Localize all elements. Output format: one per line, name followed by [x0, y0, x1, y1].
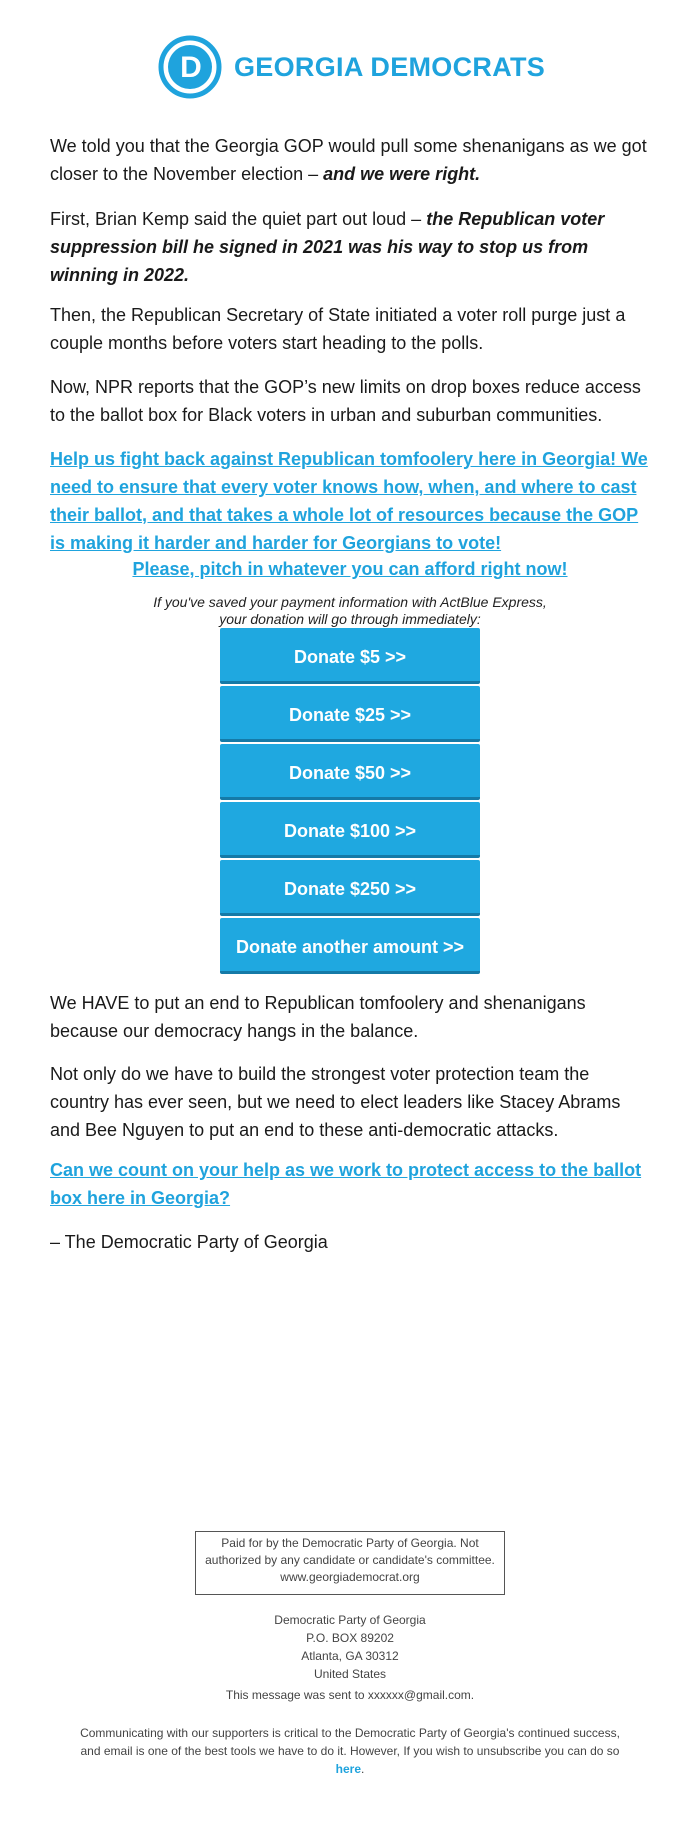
header — [0, 30, 700, 110]
unsubscribe-text: Communicating with our supporters is critical to the Democratic Party of Georgia's continued success, and email is one of the best tools we have to do it. However, If you wish to unsubscribe you can do so — [80, 1726, 620, 1758]
paragraph-kemp — [50, 205, 650, 289]
intro-emphasis: and we were right. — [323, 164, 481, 184]
paragraph-have-to: We HAVE to put an end to Republican tomfoolery and shenanigans because our democracy hangs in the balance. — [50, 993, 586, 1041]
sent-to-email: xxxxxx@gmail.com. — [367, 1688, 475, 1702]
brand-name: GEORGIA DEMOCRATS — [234, 52, 546, 82]
pitch-in-link-paragraph — [50, 555, 650, 583]
actblue-note-line2: your donation will go through immediately: — [219, 611, 481, 627]
unsubscribe-end: . — [361, 1762, 365, 1776]
paid-for-disclaimer — [195, 1531, 505, 1595]
actblue-note — [50, 594, 650, 628]
count-on-you-link-paragraph — [50, 1156, 650, 1212]
paragraph-npr: Now, NPR reports that the GOP’s new limits on drop boxes reduce access to the ballot box for Black voters in urban and suburban communities. — [50, 377, 641, 425]
fight-back-link-paragraph — [50, 445, 650, 557]
address-name: Democratic Party of Georgia — [274, 1613, 426, 1627]
logo-letter: D — [180, 51, 202, 84]
donate-other-amount-button[interactable]: Donate another amount >> — [220, 918, 480, 974]
address-po-box: P.O. BOX 89202 — [306, 1631, 394, 1645]
paid-line-2: authorized by any candidate or candidate's committee. — [205, 1553, 495, 1567]
address-country: United States — [313, 1667, 387, 1681]
paid-line-1: Paid for by the Democratic Party of Georgia. Not — [221, 1536, 479, 1550]
unsubscribe-notice — [80, 1724, 620, 1778]
kemp-emphasis: the Republican voter suppression bill he signed in 2021 was his way to stop us from winning in 2022. — [50, 209, 605, 285]
donate-50-button[interactable]: Donate $50 >> — [220, 744, 480, 800]
georgia-democrats-logo[interactable] — [158, 35, 222, 99]
sent-to-notice — [50, 1686, 650, 1704]
signature: – The Democratic Party of Georgia — [50, 1232, 328, 1252]
paragraph-voter-protection: Not only do we have to build the strongest voter protection team the country has ever seen, but we need to elect leaders like Stacey Abrams and Bee Nguyen to put an end to these anti-democratic attacks. — [50, 1064, 621, 1140]
donate-250-button[interactable]: Donate $250 >> — [220, 860, 480, 916]
kemp-text: First, Brian Kemp said the quiet part out loud – — [50, 209, 427, 229]
paid-line-3: www.georgiademocrat.org — [280, 1570, 420, 1584]
intro-text: We told you that the Georgia GOP would pull some shenanigans as we got closer to the November election – — [50, 136, 647, 184]
sent-to-prefix: This message was sent to — [225, 1688, 368, 1702]
donate-25-button[interactable]: Donate $25 >> — [220, 686, 480, 742]
paragraph-roll-purge: Then, the Republican Secretary of State initiated a voter roll purge just a couple months before voters start heading to the polls. — [50, 305, 626, 353]
donate-100-button[interactable]: Donate $100 >> — [220, 802, 480, 858]
address-city: Atlanta, GA 30312 — [301, 1649, 399, 1663]
count-on-you-link[interactable]: Can we count on your help as we work to protect access to the ballot box here in Georgia? — [50, 1160, 642, 1208]
actblue-note-line1: If you've saved your payment information with ActBlue Express, — [153, 594, 547, 610]
mailing-address — [50, 1611, 650, 1683]
donate-5-button[interactable]: Donate $5 >> — [220, 628, 480, 684]
paragraph-intro — [50, 132, 650, 188]
pitch-in-link[interactable]: Please, pitch in whatever you can afford right now! — [132, 559, 568, 579]
unsubscribe-link[interactable]: here — [335, 1762, 361, 1776]
fight-back-link[interactable]: Help us fight back against Republican tomfoolery here in Georgia! We need to ensure that every voter knows how, when, and where to cast their ballot, and that takes a whole lot of resources because the GOP is making it harder and harder for Georgians to vote! — [50, 449, 648, 553]
